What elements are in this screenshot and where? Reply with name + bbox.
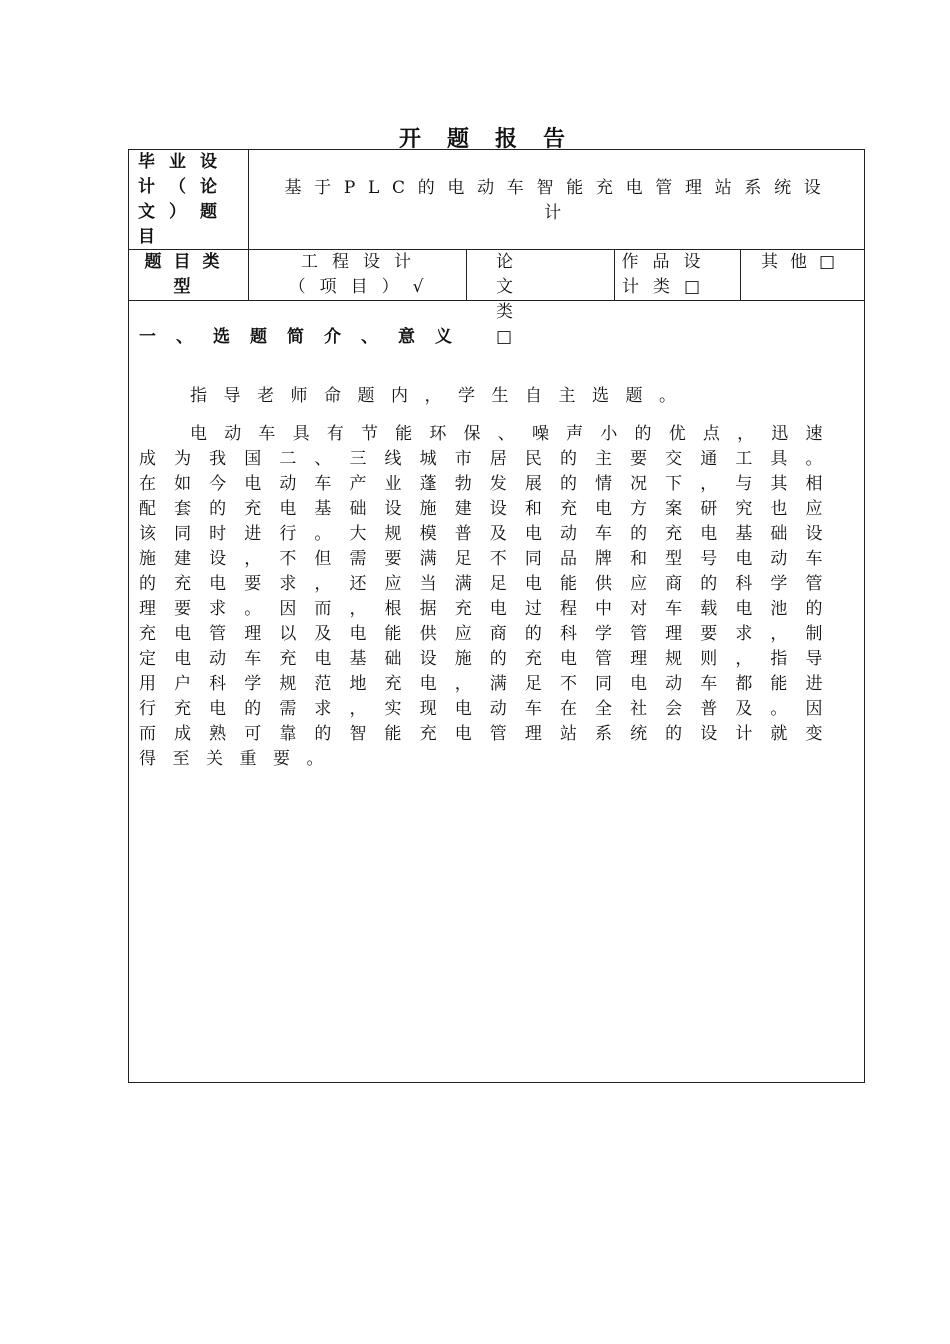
page-title: 开题报告: [398, 126, 591, 152]
column-divider: [740, 249, 741, 300]
topic-value: 基于PLC的电动车智能充电管理站系统设计: [284, 178, 834, 223]
column-divider: [466, 249, 467, 300]
type-option-other: 其他□: [760, 252, 848, 272]
section-heading: 一、选题简介、意义: [139, 327, 472, 347]
report-table: [128, 149, 865, 1083]
paragraph-intro: 指导老师命题内，学生自主选题。: [190, 386, 693, 406]
column-divider: [248, 150, 249, 300]
type-label: 题目类型: [144, 252, 232, 297]
paragraph-body: 电动车具有节能环保、噪声小的优点，迅速成为我国二、三线城市居民的主要交通工具。在如今电动车产业蓬勃发展的情况下，与其相配套的充电基础设施建设和充电方案研究也应该同时进行。大规模普及电动车的充电基础设施建设，不但需要满足不同品牌和型号电动车的充电要求，还应当满足电能供应商的科学管理要求。因而，根据充电过程中对车载电池的充电管理以及电能供应商的科学管理要求，制定电动车充电基础设施的充电管理规则，指导用户科学规范地充电，满足不同电动车都能进行充电的需求，实现电动车在全社会普及。因而成熟可靠的智能充电管理站系统的设计就变得至关重要。: [139, 424, 839, 769]
column-divider: [614, 249, 615, 300]
type-option-thesis: 论文类□: [496, 252, 529, 347]
type-option-engineering: 工程设计（项目）√: [288, 252, 438, 297]
topic-label: 毕业设计（论文）题目: [138, 152, 231, 247]
type-option-works: 作品设计类□: [621, 252, 715, 297]
